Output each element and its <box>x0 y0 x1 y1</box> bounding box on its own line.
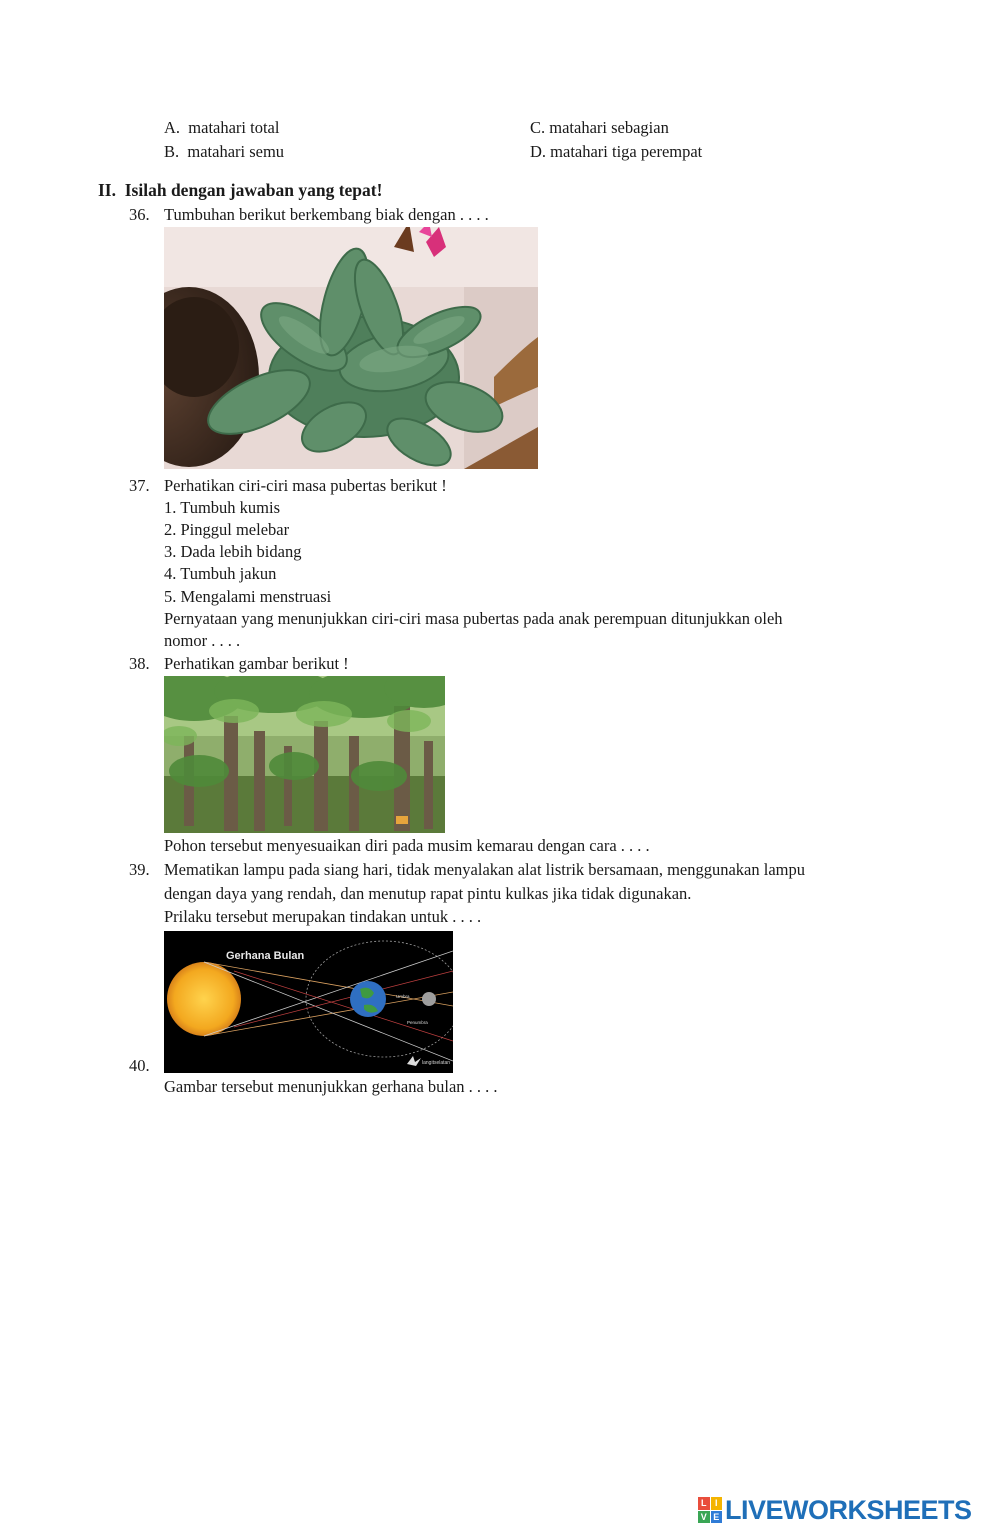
umbra-label: Umbra <box>396 994 410 999</box>
logo-text: LIVEWORKSHEETS <box>725 1494 972 1525</box>
kalanchoe-plant-photo <box>164 227 538 469</box>
list-item: 2. Pinggul melebar <box>164 520 290 539</box>
logo-tiles: L I V E <box>698 1497 722 1523</box>
question-36-number: 36. <box>129 205 150 224</box>
list-item: 4. Tumbuh jakun <box>164 564 277 583</box>
option-c: C. matahari sebagian <box>530 118 669 137</box>
option-b: B. matahari semu <box>164 142 285 161</box>
teak-forest-photo <box>164 676 445 833</box>
list-item: 3. Dada lebih bidang <box>164 542 302 561</box>
question-37-number: 37. <box>129 476 150 495</box>
section-heading: II. Isilah dengan jawaban yang tepat! <box>98 180 383 200</box>
question-36-text: Tumbuhan berikut berkembang biak dengan . . . . <box>164 205 489 224</box>
question-37-statement-line1: Pernyataan yang menunjukkan ciri-ciri masa pubertas pada anak perempuan ditunjukkan oleh <box>164 609 783 628</box>
eclipse-graphics <box>164 931 453 1073</box>
question-39-line2: dengan daya yang rendah, dan menutup rapat pintu kulkas jika tidak digunakan. <box>164 884 692 903</box>
lunar-eclipse-diagram <box>164 931 453 1073</box>
question-38-text: Perhatikan gambar berikut ! <box>164 654 349 673</box>
option-a: A. matahari total <box>164 118 280 137</box>
question-37-text: Perhatikan ciri-ciri masa pubertas berikut ! <box>164 476 447 495</box>
liveworksheets-logo <box>698 1494 972 1526</box>
list-item: 5. Mengalami menstruasi <box>164 587 332 606</box>
question-39-line1: Mematikan lampu pada siang hari, tidak menyalakan alat listrik bersamaan, menggunakan lampu <box>164 860 806 879</box>
list-item: 1. Tumbuh kumis <box>164 498 280 517</box>
question-38-caption: Pohon tersebut menyesuaikan diri pada musim kemarau dengan cara . . . . <box>164 836 650 855</box>
question-40-caption: Gambar tersebut menunjukkan gerhana bulan . . . . <box>164 1077 498 1096</box>
eclipse-brand: langitselatan <box>422 1060 451 1066</box>
question-40-number: 40. <box>129 1056 150 1075</box>
question-39-number: 39. <box>129 860 150 879</box>
question-38-number: 38. <box>129 654 150 673</box>
penumbra-label: Penumbra <box>407 1020 428 1025</box>
eclipse-title: Gerhana Bulan <box>226 950 305 962</box>
question-37-statement-line2: nomor . . . . <box>164 631 241 650</box>
question-39-line3: Prilaku tersebut merupakan tindakan untuk . . . . <box>164 907 482 926</box>
option-d: D. matahari tiga perempat <box>530 142 703 161</box>
